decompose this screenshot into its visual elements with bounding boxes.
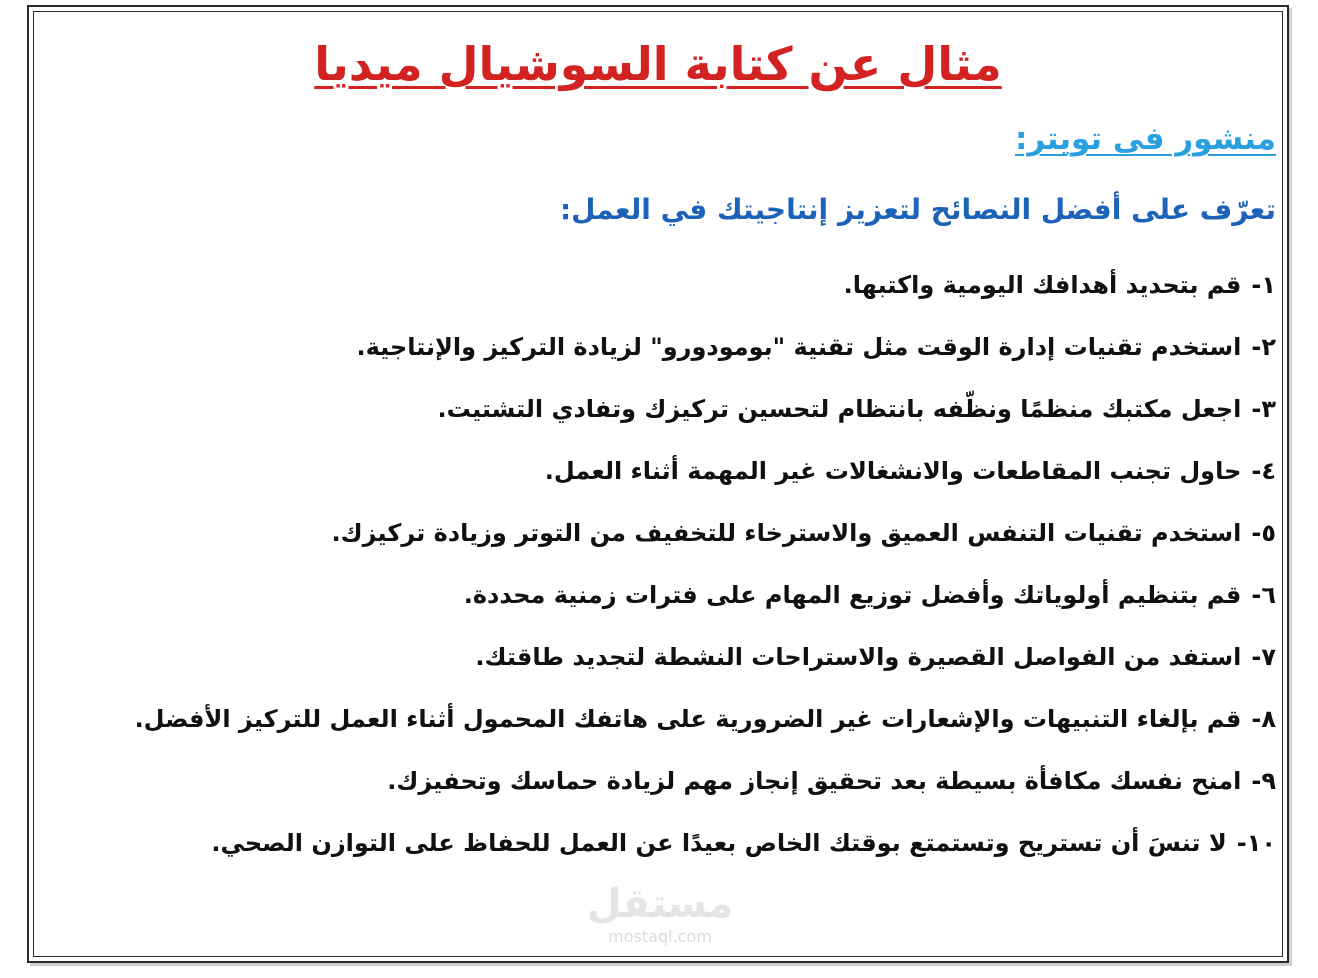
item-text: استفد من الفواصل القصيرة والاستراحات النشطة لتجديد طاقتك. [475,643,1242,671]
list-item [40,750,1276,812]
item-number: ٥- [1251,519,1276,547]
item-number: ٢- [1251,333,1276,361]
item-text: امنح نفسك مكافأة بسيطة بعد تحقيق إنجاز مهم لزيادة حماسك وتحفيزك. [387,767,1242,795]
watermark-url: mostaql.com [608,927,712,946]
item-text: لا تنسَ أن تستريح وتستمتع بوقتك الخاص بعيدًا عن العمل للحفاظ على التوازن الصحي. [211,829,1227,857]
item-number: ٧- [1251,643,1276,671]
item-text: استخدم تقنيات إدارة الوقت مثل تقنية "بومودورو" لزيادة التركيز والإنتاجية. [356,333,1242,361]
list-item [40,693,1276,745]
item-number: ١- [1251,271,1276,299]
item-number: ٦- [1251,581,1276,609]
tips-list [40,254,1276,874]
list-item [40,564,1276,626]
watermark-logo: مستقل [586,881,734,927]
item-number: ١٠- [1236,829,1276,857]
item-text: استخدم تقنيات التنفس العميق والاسترخاء للتخفيف من التوتر وزيادة تركيزك. [331,519,1242,547]
document-title: مثال عن كتابة السوشيال ميديا [314,37,1002,91]
list-item [40,316,1276,378]
list-item [40,812,1276,874]
item-text: قم بتنظيم أولوياتك وأفضل توزيع المهام على فترات زمنية محددة. [463,581,1242,609]
item-number: ٨- [1251,705,1276,733]
list-item [40,378,1276,440]
list-item [40,254,1276,316]
item-number: ٤- [1251,457,1276,485]
item-text: حاول تجنب المقاطعات والانشغالات غير المهمة أثناء العمل. [544,457,1242,485]
list-item [40,502,1276,564]
item-number: ٣- [1251,395,1276,423]
item-number: ٩- [1251,767,1276,795]
list-item [40,440,1276,502]
section-subheading: منشور فى تويتر: [1015,121,1276,157]
item-text: قم بإلغاء التنبيهات والإشعارات غير الضرورية على هاتفك المحمول أثناء العمل للتركيز الأفضل. [134,705,1242,733]
document-body [40,14,1276,954]
item-text: قم بتحديد أهدافك اليومية واكتبها. [843,271,1242,299]
list-item [40,626,1276,688]
item-text: اجعل مكتبك منظمًا ونظّفه بانتظام لتحسين تركيزك وتفادي التشتيت. [437,395,1242,423]
intro-line: تعرّف على أفضل النصائح لتعزيز إنتاجيتك في العمل: [559,193,1276,226]
